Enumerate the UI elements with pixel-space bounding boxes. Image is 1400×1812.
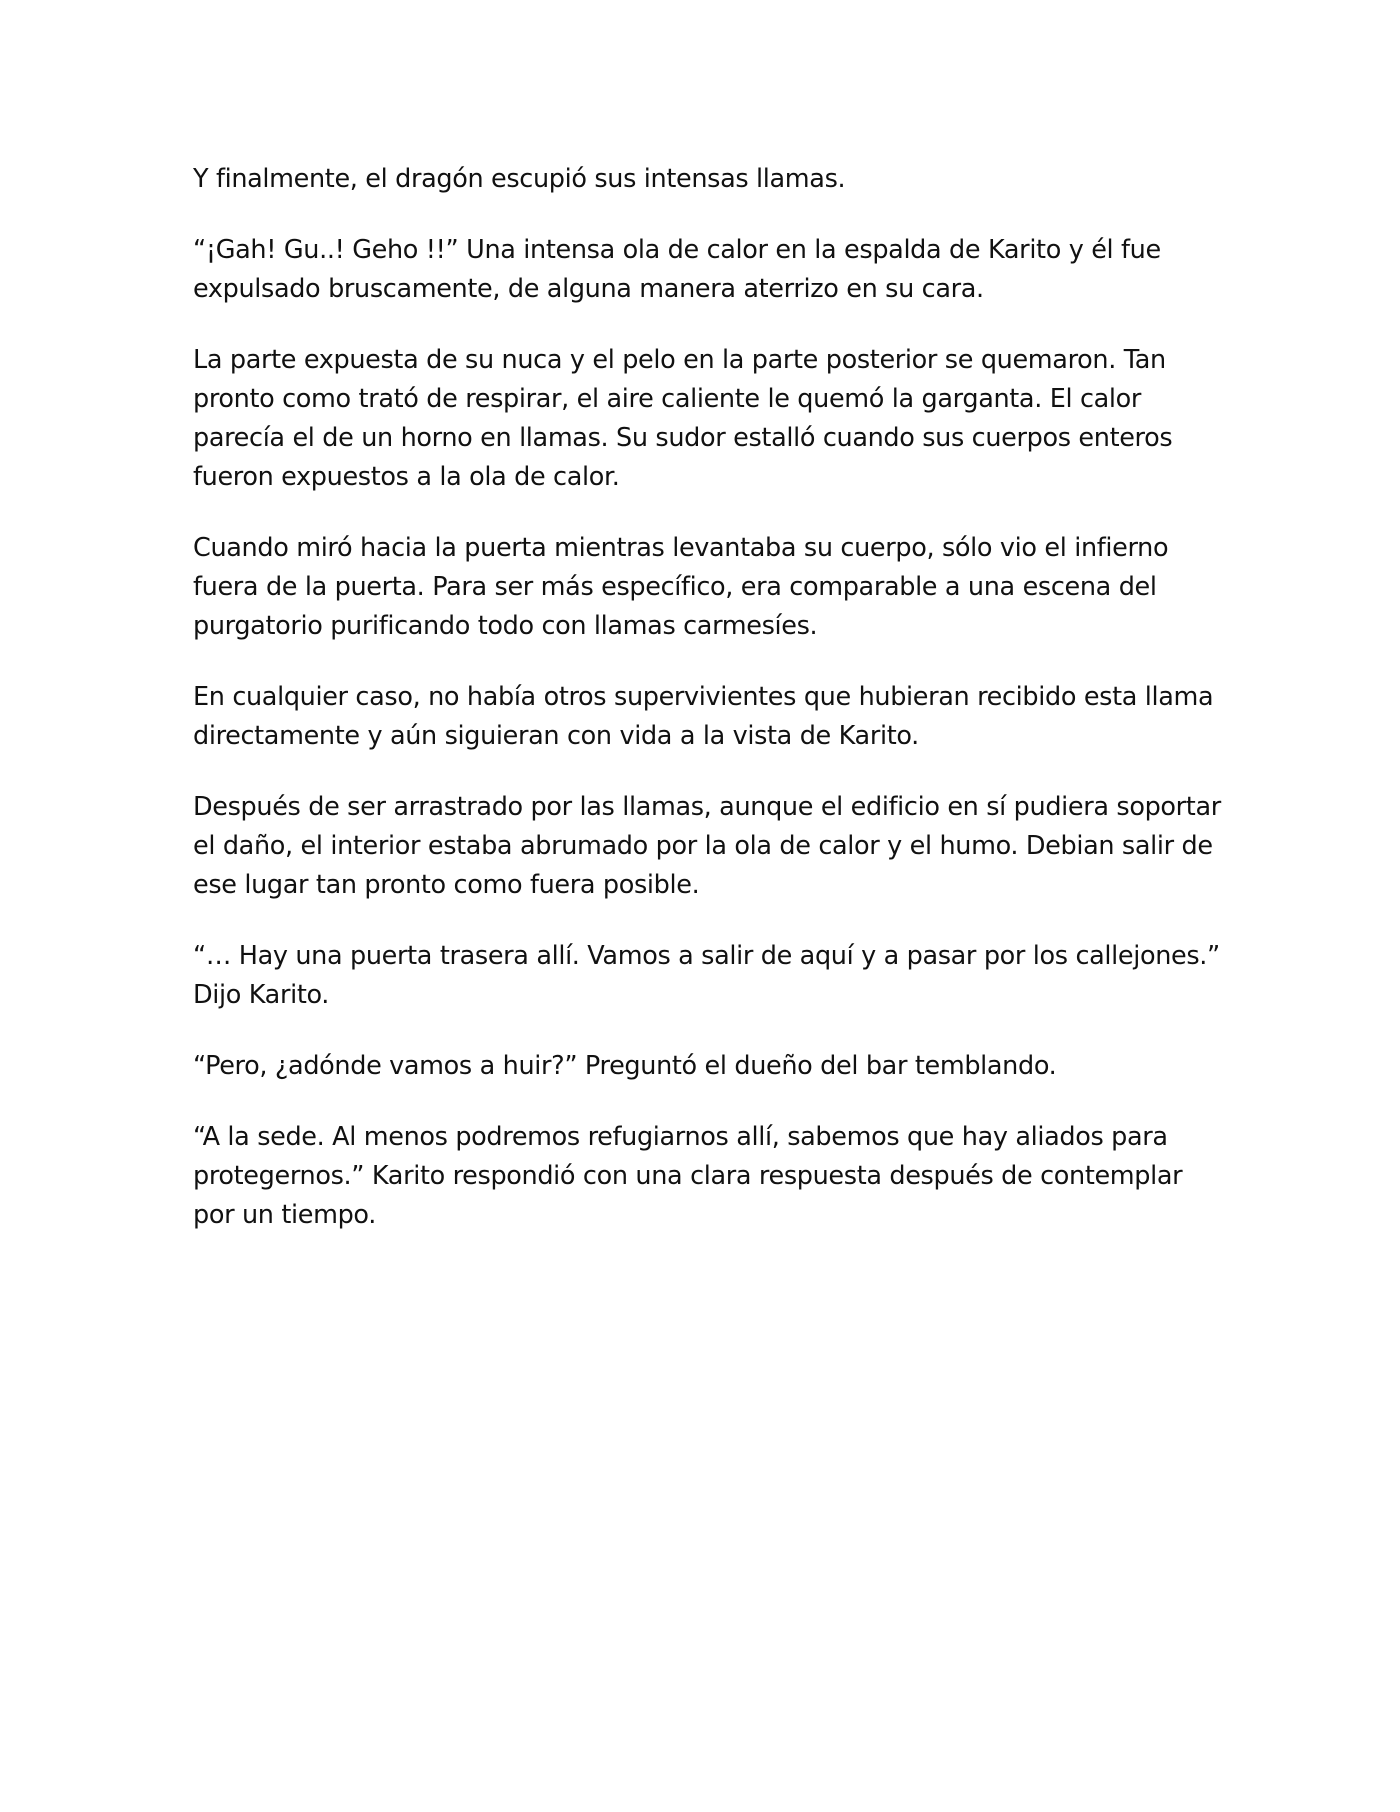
document-body bbox=[193, 160, 1223, 1267]
paragraph: Cuando miró hacia la puerta mientras levantaba su cuerpo, sólo vio el infierno fuera de la puerta. Para ser más específico, era comparable a una escena del purgatorio purificando todo con llamas carmesíes. bbox=[193, 533, 1169, 641]
paragraph: En cualquier caso, no había otros supervivientes que hubieran recibido esta llama directamente y aún siguieran con vida a la vista de Karito. bbox=[193, 682, 1214, 751]
paragraph: “… Hay una puerta trasera allí. Vamos a salir de aquí y a pasar por los callejones.” Dijo Karito. bbox=[193, 941, 1220, 1010]
paragraph: Y finalmente, el dragón escupió sus intensas llamas. bbox=[193, 164, 846, 194]
paragraph: “Pero, ¿adónde vamos a huir?” Preguntó el dueño del bar temblando. bbox=[193, 1051, 1057, 1081]
paragraph: Después de ser arrastrado por las llamas, aunque el edificio en sí pudiera soportar el daño, el interior estaba abrumado por la ola de calor y el humo. Debian salir de ese lugar tan pronto como fuera posible. bbox=[193, 792, 1221, 900]
paragraph: “A la sede. Al menos podremos refugiarnos allí, sabemos que hay aliados para protegernos.” Karito respondió con una clara respuesta después de contemplar por un tiempo. bbox=[193, 1122, 1183, 1230]
paragraph: “¡Gah! Gu..! Geho !!” Una intensa ola de calor en la espalda de Karito y él fue expulsado bruscamente, de alguna manera aterrizo en su cara. bbox=[193, 235, 1161, 304]
paragraph: La parte expuesta de su nuca y el pelo en la parte posterior se quemaron. Tan pronto como trató de respirar, el aire caliente le quemó la garganta. El calor parecía el de un horno en llamas. Su sudor estalló cuando sus cuerpos enteros fueron expuestos a la ola de calor. bbox=[193, 345, 1173, 492]
